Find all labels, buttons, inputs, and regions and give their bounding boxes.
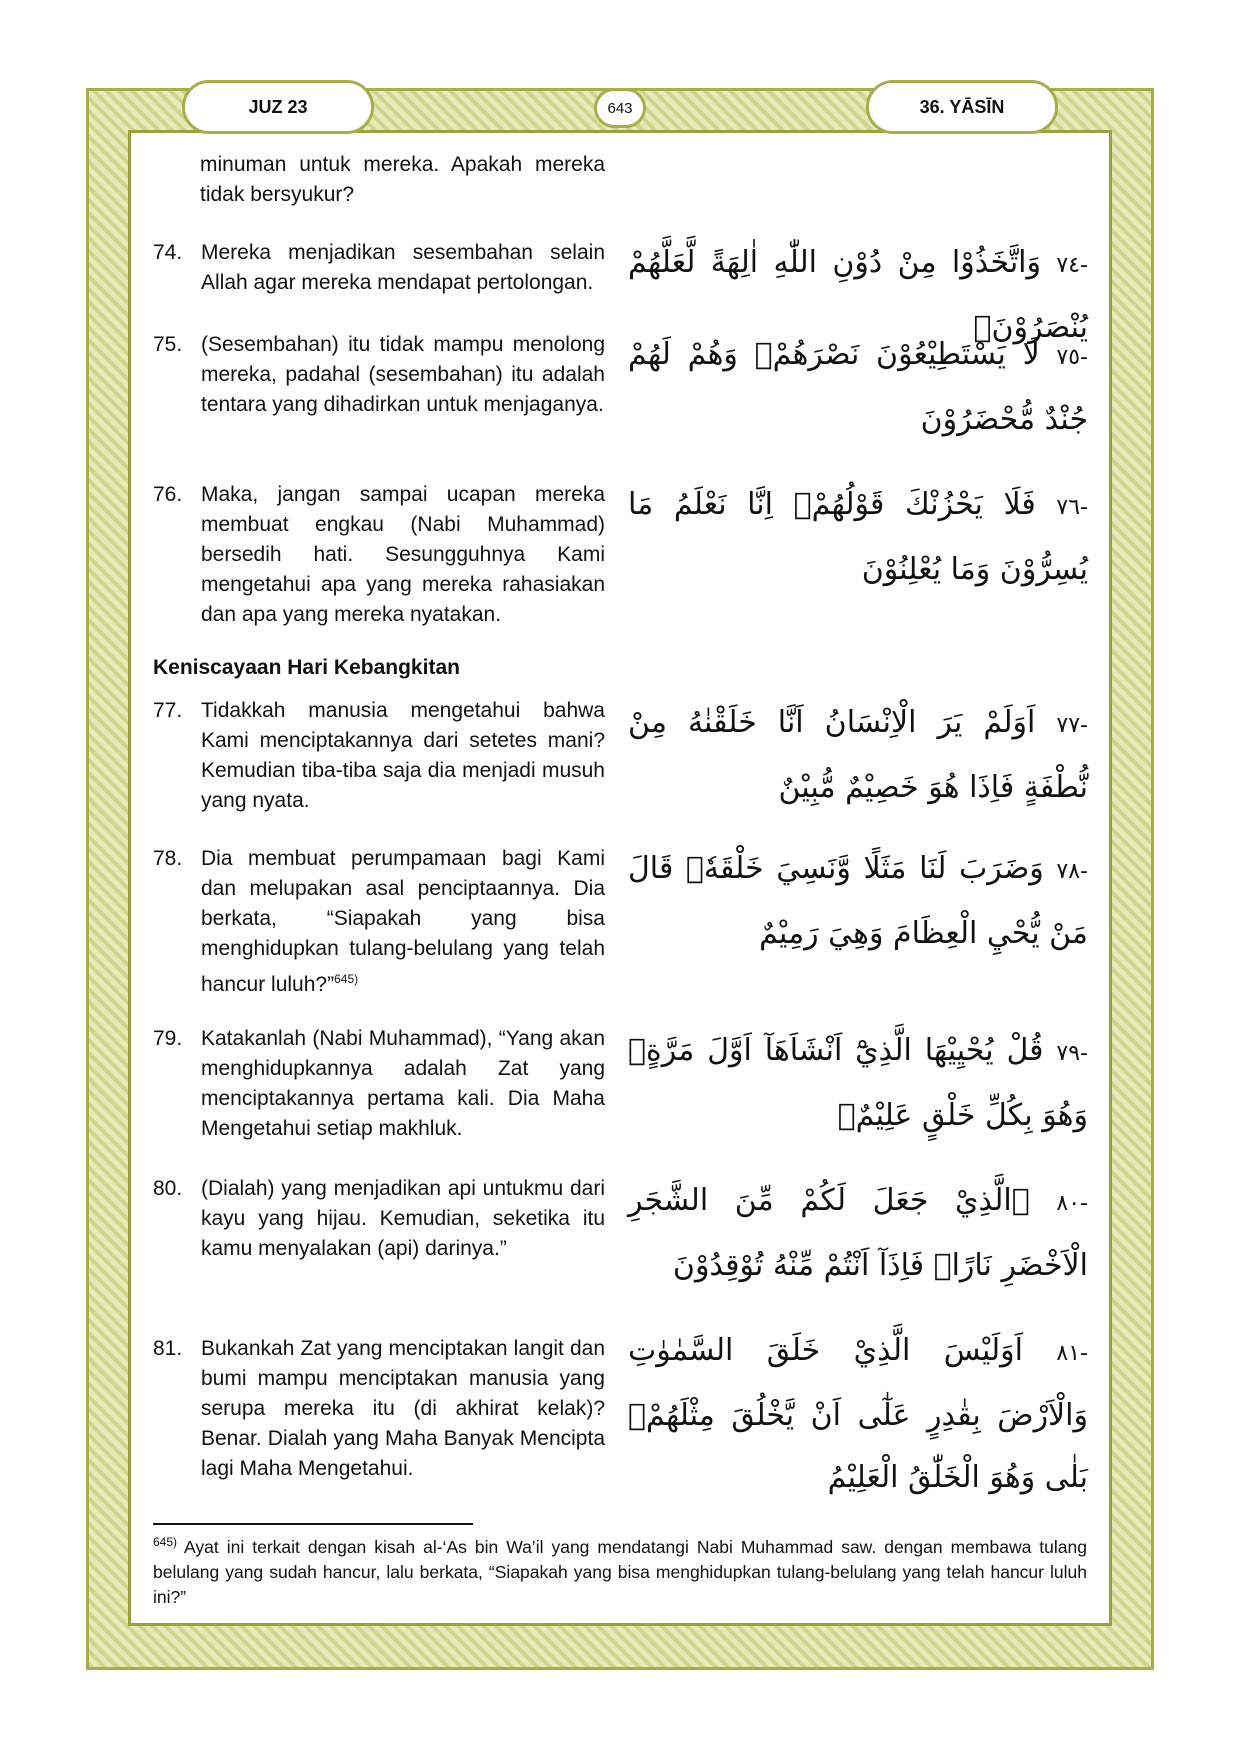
arabic-verse [628, 1320, 1088, 1509]
arabic-verse [628, 324, 1088, 451]
verse-number: 80. [153, 1177, 183, 1200]
verse-translation [153, 1174, 605, 1264]
arabic-verse-number: -٧٧ [1056, 713, 1088, 738]
verse-number: 76. [153, 483, 183, 506]
arabic-verse-number: -٨١ [1056, 1341, 1088, 1366]
section-heading: Keniscayaan Hari Kebangkitan [153, 656, 460, 679]
page-number: 643 [594, 88, 646, 128]
footnote [153, 1530, 1087, 1610]
juz-label: JUZ 23 [182, 80, 374, 134]
arabic-verse-number: -٧٩ [1056, 1041, 1088, 1066]
arabic-verse-number: -٨٠ [1056, 1191, 1088, 1216]
verse-translation [153, 696, 605, 816]
verse-number: 74. [153, 241, 183, 264]
footnote-reference[interactable]: 645) [334, 972, 359, 986]
footnote-text: Ayat ini terkait dengan kisah al-‘As bin Wa’il yang mendatangi Nabi Muhammad saw. dengan membawa tulang belulang yang sudah hancur, lalu berkata, “Siapakah yang bisa menghidupkan tulang-belulang yang telah hancur luluh ini?” [153, 1536, 1087, 1607]
verse-number: 77. [153, 699, 183, 722]
verse-number: 75. [153, 333, 183, 356]
arabic-verse-text: ۨالَّذِيْ جَعَلَ لَكُمْ مِّنَ الشَّجَرِ الْاَخْضَرِ نَارًاۙ فَاِذَآ اَنْتُمْ مِّنْهُ تُوْقِدُوْنَ [628, 1183, 1088, 1283]
surah-label: 36. YĀSĪN [866, 80, 1058, 134]
verse-translation [153, 238, 605, 298]
verse-text: Maka, jangan sampai ucapan mereka membuat engkau (Nabi Muhammad) bersedih hati. Sesungguhnya Kami mengetahui apa yang mereka rahasiakan dan apa yang mereka nyatakan. [201, 483, 605, 626]
arabic-verse-text: اَوَلَيْسَ الَّذِيْ خَلَقَ السَّمٰوٰتِ وَالْاَرْضَ بِقٰدِرٍ عَلٰٓى اَنْ يَّخْلُقَ مِثْلَهُمْۗ بَلٰى وَهُوَ الْخَلّٰقُ الْعَلِيْمُ [628, 1333, 1088, 1495]
arabic-verse-number: -٧٤ [1056, 253, 1088, 278]
arabic-verse-number: -٧٨ [1056, 859, 1088, 884]
footnote-marker: 645) [153, 1535, 178, 1549]
verse-text: Katakanlah (Nabi Muhammad), “Yang akan menghidupkannya adalah Zat yang menciptakannya pertama kali. Dia Maha Mengetahui setiap makhluk. [201, 1027, 605, 1140]
arabic-verse-text: لَا يَسْتَطِيْعُوْنَ نَصْرَهُمْۙ وَهُمْ لَهُمْ جُنْدٌ مُّحْضَرُوْنَ [628, 337, 1088, 437]
arabic-verse [628, 692, 1088, 819]
arabic-verse-text: قُلْ يُحْيِيْهَا الَّذِيْٓ اَنْشَاَهَآ اَوَّلَ مَرَّةٍۗ وَهُوَ بِكُلِّ خَلْقٍ عَلِيْمٌۙ [628, 1033, 1088, 1133]
verse-translation [153, 1334, 605, 1484]
verse-text: (Dialah) yang menjadikan api untukmu dari kayu yang hijau. Kemudian, seketika itu kamu menyalakan (api) darinya.” [201, 1177, 605, 1260]
verse-number: 81. [153, 1337, 183, 1360]
footnote-divider [153, 1523, 473, 1525]
arabic-verse [628, 1170, 1088, 1297]
arabic-verse-number: -٧٥ [1056, 345, 1088, 370]
verse-translation [153, 844, 605, 1000]
verse-text: Mereka menjadikan sesembahan selain Allah agar mereka mendapat pertolongan. [201, 241, 605, 294]
verse-translation [153, 480, 605, 630]
arabic-verse-text: وَضَرَبَ لَنَا مَثَلًا وَّنَسِيَ خَلْقَهٗۗ قَالَ مَنْ يُّحْيِ الْعِظَامَ وَهِيَ رَمِيْمٌ [628, 851, 1088, 951]
arabic-verse-text: اَوَلَمْ يَرَ الْاِنْسَانُ اَنَّا خَلَقْنٰهُ مِنْ نُّطْفَةٍ فَاِذَا هُوَ خَصِيْمٌ مُّبِيْنٌ [628, 705, 1088, 805]
verse-text-body: Dia membuat perumpamaan bagi Kami dan melupakan asal penciptaannya. Dia berkata, “Siapakah yang bisa menghidupkan tulang-belulang yang telah hancur luluh?” [201, 847, 605, 996]
arabic-verse-number: -٧٦ [1056, 495, 1088, 520]
arabic-verse [628, 838, 1088, 965]
verse-text: (Sesembahan) itu tidak mampu menolong mereka, padahal (sesembahan) itu adalah tentara yang dihadirkan untuk menjaganya. [201, 333, 605, 416]
verse-text [201, 844, 605, 1000]
continuation-text: minuman untuk mereka. Apakah mereka tidak bersyukur? [200, 153, 605, 206]
verse-translation [153, 1024, 605, 1144]
verse-number: 78. [153, 847, 183, 870]
arabic-verse-text: فَلَا يَحْزُنْكَ قَوْلُهُمْۘ اِنَّا نَعْلَمُ مَا يُسِرُّوْنَ وَمَا يُعْلِنُوْنَ [628, 487, 1088, 587]
arabic-verse [628, 474, 1088, 601]
arabic-verse-text: وَاتَّخَذُوْا مِنْ دُوْنِ اللّٰهِ اٰلِهَةً لَّعَلَّهُمْ يُنْصَرُوْنَۗ [628, 245, 1088, 345]
arabic-verse [628, 1020, 1088, 1147]
verse-text: Bukankah Zat yang menciptakan langit dan bumi mampu menciptakan manusia yang serupa mereka itu (di akhirat kelak)? Benar. Dialah yang Maha Banyak Mencipta lagi Maha Mengetahui. [201, 1337, 605, 1480]
verse-translation [153, 330, 605, 420]
verse-number: 79. [153, 1027, 183, 1050]
verse-text: Tidakkah manusia mengetahui bahwa Kami menciptakannya dari setetes mani? Kemudian tiba-tiba saja dia menjadi musuh yang nyata. [201, 699, 605, 812]
